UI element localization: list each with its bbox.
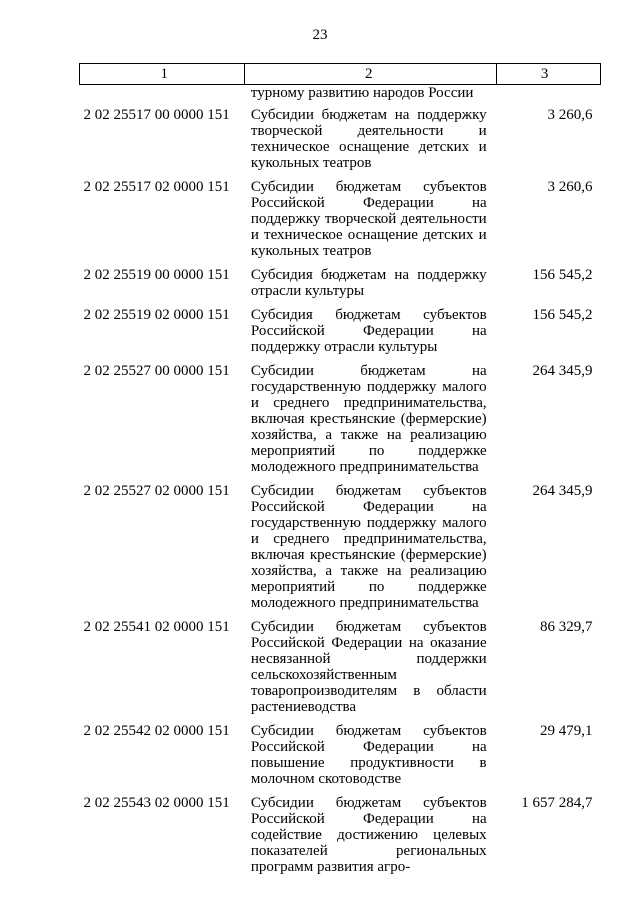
description: Субсидии бюджетам на поддержку творческой деятельности и техническое оснащение детских и кукольных театров bbox=[250, 107, 487, 171]
amount: 1 657 284,7 bbox=[521, 795, 593, 811]
description: Субсидии бюджетам субъектов Российской Федерации на оказание несвязанной поддержки сельскохозяйственным товаропроизводителям в области растениеводства bbox=[250, 619, 487, 715]
description: Субсидии бюджетам субъектов Российской Федерации на содействие достижению целевых показателей региональных программ развития агро- bbox=[250, 795, 487, 875]
amount: 264 345,9 bbox=[532, 363, 593, 379]
amount: 156 545,2 bbox=[532, 267, 593, 283]
page-number: 23 bbox=[312, 27, 328, 43]
continuation-row bbox=[80, 85, 601, 108]
table-row bbox=[80, 363, 601, 483]
amount: 86 329,7 bbox=[540, 619, 593, 635]
budget-table bbox=[79, 63, 601, 883]
budget-code: 2 02 25542 02 0000 151 bbox=[83, 723, 230, 739]
description: Субсидии бюджетам субъектов Российской Федерации на государственную поддержку малого и среднего предпринимательства, включая крестьянские (фермерские) хозяйства, а также на реализацию мероприятий по поддержке молодежного предпринимательства bbox=[250, 483, 487, 611]
description: Субсидии бюджетам на государственную поддержку малого и среднего предпринимательства, включая крестьянские (фермерские) хозяйства, а также на реализацию мероприятий по поддержке молодежного предпринимательства bbox=[250, 363, 487, 475]
amount: 264 345,9 bbox=[532, 483, 593, 499]
amount: 156 545,2 bbox=[532, 307, 593, 323]
amount: 29 479,1 bbox=[540, 723, 593, 739]
budget-code: 2 02 25541 02 0000 151 bbox=[83, 619, 230, 635]
column-header-2: 2 bbox=[245, 64, 497, 85]
budget-code: 2 02 25519 00 0000 151 bbox=[83, 267, 230, 283]
table-row bbox=[80, 795, 601, 883]
budget-code: 2 02 25527 02 0000 151 bbox=[83, 483, 230, 499]
column-header-3: 3 bbox=[497, 64, 601, 85]
description: Субсидия бюджетам на поддержку отрасли культуры bbox=[250, 267, 487, 299]
table-row bbox=[80, 307, 601, 363]
continuation-text: турному развитию народов России bbox=[250, 85, 474, 101]
table-row bbox=[80, 179, 601, 267]
table-row bbox=[80, 107, 601, 179]
budget-code: 2 02 25527 00 0000 151 bbox=[83, 363, 230, 379]
table-row bbox=[80, 267, 601, 307]
amount: 3 260,6 bbox=[547, 179, 593, 195]
budget-code: 2 02 25543 02 0000 151 bbox=[83, 795, 230, 811]
table-row bbox=[80, 723, 601, 795]
description: Субсидия бюджетам субъектов Российской Федерации на поддержку отрасли культуры bbox=[250, 307, 487, 355]
table-header-row bbox=[80, 64, 601, 85]
table-row bbox=[80, 619, 601, 723]
budget-code: 2 02 25517 00 0000 151 bbox=[83, 107, 230, 123]
description: Субсидии бюджетам субъектов Российской Федерации на повышение продуктивности в молочном скотоводстве bbox=[250, 723, 487, 787]
column-header-1: 1 bbox=[80, 64, 245, 85]
table-row bbox=[80, 483, 601, 619]
budget-code: 2 02 25519 02 0000 151 bbox=[83, 307, 230, 323]
budget-code: 2 02 25517 02 0000 151 bbox=[83, 179, 230, 195]
amount: 3 260,6 bbox=[547, 107, 593, 123]
description: Субсидии бюджетам субъектов Российской Федерации на поддержку творческой деятельности и техническое оснащение детских и кукольных театров bbox=[250, 179, 487, 259]
